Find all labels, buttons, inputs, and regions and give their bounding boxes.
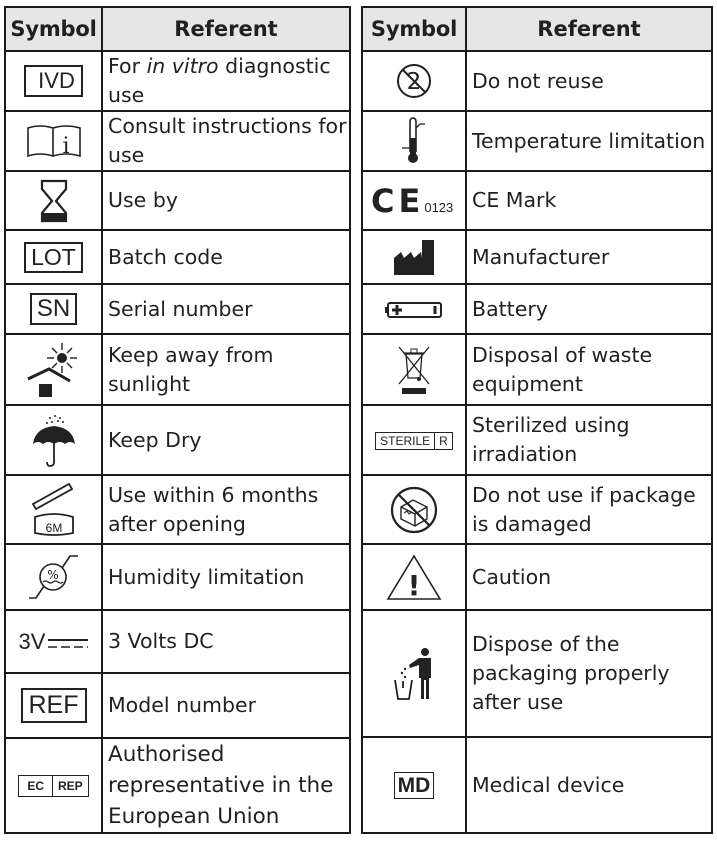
table-row bbox=[362, 405, 712, 475]
table-row bbox=[362, 475, 712, 544]
factory-manufacturer-icon bbox=[393, 238, 435, 276]
sterile-r-icon: STERILE R bbox=[375, 432, 453, 450]
svg-text:6M: 6M bbox=[45, 520, 62, 535]
svg-text:%: % bbox=[46, 568, 59, 582]
table-row bbox=[5, 230, 350, 284]
table-row bbox=[5, 738, 350, 833]
referent-cell: Sterilized using irradiation bbox=[466, 405, 712, 475]
referent-cell: Do not reuse bbox=[466, 51, 712, 111]
referent-cell: Manufacturer bbox=[466, 230, 712, 284]
umbrella-keep-dry-icon bbox=[30, 412, 78, 468]
symbols-table-left bbox=[4, 6, 351, 834]
ec-rep-icon: EC REP bbox=[18, 775, 88, 797]
table-row bbox=[5, 171, 350, 230]
table-row bbox=[362, 111, 712, 171]
referent-cell: Disposal of waste equipment bbox=[466, 334, 712, 405]
referent-cell: 3 Volts DC bbox=[102, 610, 350, 673]
referent-cell: For in vitro diagnostic use bbox=[102, 51, 350, 111]
referent-cell: Temperature limitation bbox=[466, 111, 712, 171]
table-row bbox=[5, 405, 350, 475]
open-jar-6m-icon bbox=[29, 481, 79, 539]
symbols-table-right bbox=[361, 6, 713, 834]
dc-voltage-icon: 3V bbox=[18, 628, 46, 654]
table-row bbox=[5, 544, 350, 610]
svg-text:2: 2 bbox=[406, 69, 422, 95]
referent-cell: Authorised representative in the European Union bbox=[102, 738, 350, 833]
keep-away-from-sunlight-icon bbox=[24, 341, 84, 399]
referent-cell: Consult instructions for use bbox=[102, 111, 350, 171]
svg-text:!: ! bbox=[407, 569, 421, 601]
md-box-icon: MD bbox=[394, 772, 435, 799]
table-row bbox=[5, 673, 350, 738]
table-row bbox=[5, 51, 350, 111]
table-row bbox=[5, 111, 350, 171]
table-row bbox=[362, 171, 712, 230]
tidyman-dispose-icon bbox=[392, 647, 436, 701]
thermometer-icon bbox=[399, 116, 429, 166]
humidity-limitation-icon bbox=[28, 551, 80, 603]
referent-cell: Caution bbox=[466, 544, 712, 610]
table-row bbox=[362, 610, 712, 737]
table-header bbox=[5, 7, 350, 51]
damaged-package-icon bbox=[389, 485, 439, 535]
referent-cell: Dispose of the packaging properly after use bbox=[466, 610, 712, 737]
ivd-box-icon: IVD bbox=[24, 65, 83, 97]
header-symbol: Symbol bbox=[5, 7, 102, 51]
header-referent: Referent bbox=[102, 7, 350, 51]
table-row bbox=[362, 230, 712, 284]
ref-box-icon: REF bbox=[21, 688, 87, 723]
table-row bbox=[5, 334, 350, 405]
header-referent: Referent bbox=[466, 7, 712, 51]
referent-cell: Keep Dry bbox=[102, 405, 350, 475]
battery-icon bbox=[384, 301, 444, 319]
referent-cell: Use by bbox=[102, 171, 350, 230]
header-symbol: Symbol bbox=[362, 7, 466, 51]
ce-mark-icon: CE0123 bbox=[371, 181, 454, 220]
referent-cell: Battery bbox=[466, 284, 712, 334]
referent-cell: CE Mark bbox=[466, 171, 712, 230]
caution-triangle-icon bbox=[386, 553, 442, 601]
referent-cell: Model number bbox=[102, 673, 350, 738]
referent-cell: Use within 6 months after opening bbox=[102, 475, 350, 544]
table-row bbox=[362, 334, 712, 405]
table-row bbox=[362, 284, 712, 334]
table-row bbox=[5, 475, 350, 544]
referent-cell: Do not use if package is damaged bbox=[466, 475, 712, 544]
referent-cell: Batch code bbox=[102, 230, 350, 284]
table-row bbox=[5, 284, 350, 334]
do-not-reuse-icon bbox=[394, 61, 434, 101]
table-row bbox=[362, 737, 712, 833]
table-row bbox=[5, 610, 350, 673]
consult-instructions-book-icon bbox=[25, 122, 83, 160]
lot-box-icon: LOT bbox=[24, 242, 83, 273]
referent-cell: Medical device bbox=[466, 737, 712, 833]
table-row bbox=[362, 544, 712, 610]
table-header bbox=[362, 7, 712, 51]
referent-cell: Serial number bbox=[102, 284, 350, 334]
hourglass-icon bbox=[39, 179, 69, 223]
table-row bbox=[362, 51, 712, 111]
svg-text:i: i bbox=[61, 134, 70, 159]
crossed-out-bin-weee-icon bbox=[396, 344, 432, 396]
referent-cell: Keep away from sunlight bbox=[102, 334, 350, 405]
referent-cell: Humidity limitation bbox=[102, 544, 350, 610]
sn-box-icon: SN bbox=[30, 293, 77, 325]
